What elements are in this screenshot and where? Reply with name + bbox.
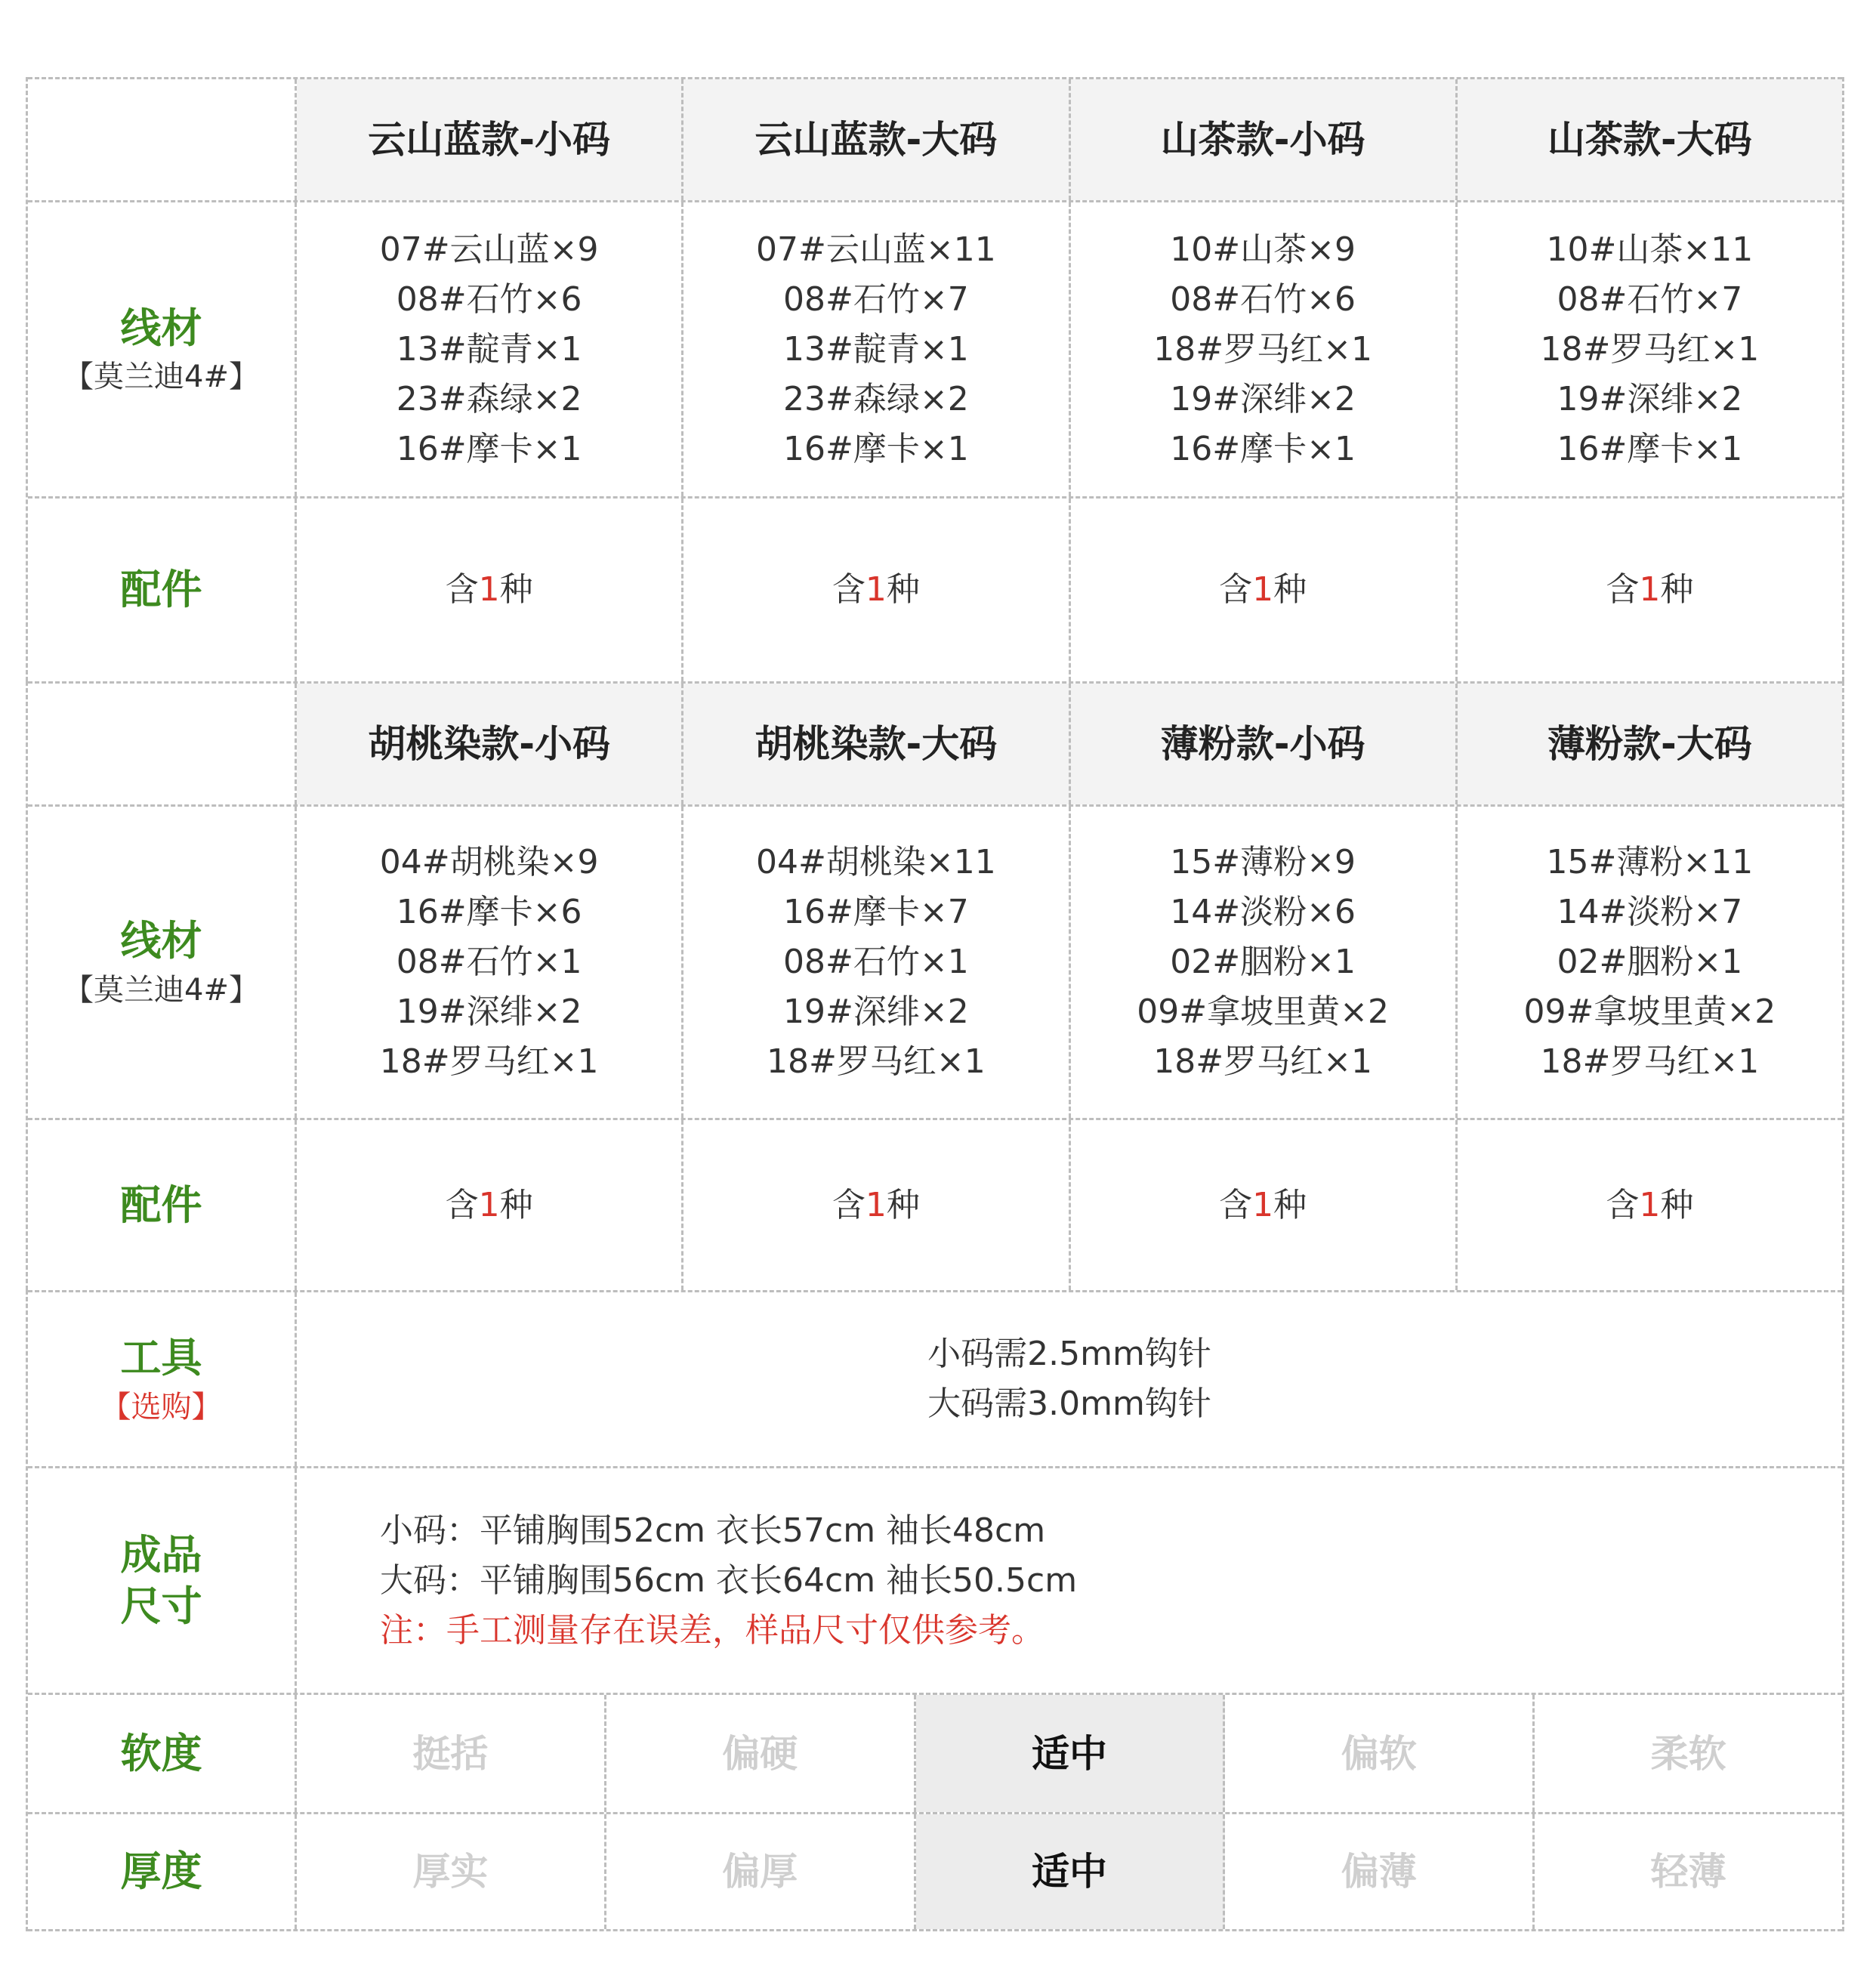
- yarn-label-text: 线材: [120, 917, 202, 965]
- yarn-item: 18#罗马红×1: [379, 1042, 599, 1081]
- yarn-item: 13#靛青×1: [396, 329, 582, 369]
- acc-num: 1: [478, 1185, 500, 1224]
- yarn-item: 23#森绿×2: [396, 379, 582, 418]
- accessory-count: [683, 499, 1070, 681]
- softness-option: 偏软: [1225, 1695, 1535, 1812]
- variant-title: 山茶款-大码: [1458, 79, 1842, 200]
- variant-title: 薄粉款-大码: [1458, 684, 1842, 804]
- yarn-item: 14#淡粉×7: [1557, 893, 1743, 931]
- variant-title: 薄粉款-小码: [1071, 684, 1458, 804]
- yarn-list: [1458, 202, 1842, 496]
- acc-post: 种: [1660, 1185, 1694, 1224]
- yarn-item: 09#拿坡里黄×2: [1523, 992, 1776, 1031]
- variant-title: 胡桃染款-小码: [297, 684, 683, 804]
- yarn-item: 07#云山蓝×9: [379, 230, 599, 269]
- yarn-list: [683, 202, 1070, 496]
- yarn-item: 16#摩卡×1: [1557, 429, 1743, 468]
- yarn-item: 10#山茶×9: [1170, 230, 1356, 269]
- yarn-item: 13#靛青×1: [783, 329, 969, 369]
- thickness-label: 厚度: [28, 1814, 297, 1929]
- acc-post: 种: [499, 1185, 533, 1224]
- softness-row: [28, 1693, 1842, 1812]
- accessory-count: [1071, 1120, 1458, 1290]
- yarn-item: 18#罗马红×1: [1153, 329, 1372, 369]
- acc-post: 种: [886, 570, 920, 609]
- size-small: 小码：平铺胸围52cm 衣长57cm 袖长48cm: [380, 1511, 1046, 1550]
- variant-header-row: [28, 77, 1842, 200]
- yarn-item: 19#深绯×2: [1557, 379, 1743, 418]
- yarn-list: [297, 202, 683, 496]
- acc-post: 种: [1660, 570, 1694, 609]
- accessory-row: [28, 496, 1842, 681]
- size-label-line: 尺寸: [120, 1582, 202, 1630]
- acc-num: 1: [1639, 1185, 1661, 1224]
- yarn-label-text: 线材: [120, 304, 202, 352]
- yarn-list: [683, 807, 1070, 1118]
- header-corner: [28, 684, 297, 804]
- acc-post: 种: [1273, 570, 1307, 609]
- tools-row: [28, 1290, 1842, 1466]
- variant-group-2: [26, 681, 1844, 1290]
- yarn-item: 18#罗马红×1: [767, 1042, 986, 1081]
- yarn-label: [28, 807, 297, 1118]
- yarn-item: 04#胡桃染×11: [756, 843, 996, 881]
- variant-title: 胡桃染款-大码: [683, 684, 1070, 804]
- spec-sheet: [26, 77, 1844, 1931]
- yarn-item: 23#森绿×2: [783, 379, 969, 418]
- accessory-count: [297, 1120, 683, 1290]
- accessory-count: [1458, 499, 1842, 681]
- acc-num: 1: [1252, 570, 1274, 609]
- details-block: [26, 1290, 1844, 1931]
- yarn-item: 14#淡粉×6: [1170, 893, 1356, 931]
- acc-num: 1: [865, 1185, 887, 1224]
- acc-pre: 含: [445, 1185, 479, 1224]
- thickness-option: 偏厚: [606, 1814, 916, 1929]
- acc-num: 1: [478, 570, 500, 609]
- tool-line: 大码需3.0mm钩针: [927, 1384, 1211, 1423]
- yarn-item: 07#云山蓝×11: [756, 230, 996, 269]
- yarn-list: [1071, 807, 1458, 1118]
- thickness-option: 偏薄: [1225, 1814, 1535, 1929]
- acc-pre: 含: [832, 570, 866, 609]
- acc-pre: 含: [1606, 1185, 1640, 1224]
- variant-title: 云山蓝款-小码: [297, 79, 683, 200]
- variant-title: 山茶款-小码: [1071, 79, 1458, 200]
- yarn-item: 10#山茶×11: [1546, 230, 1754, 269]
- tools-optional: 【选购】: [100, 1389, 222, 1425]
- acc-pre: 含: [445, 570, 479, 609]
- yarn-item: 08#石竹×1: [396, 943, 582, 981]
- softness-option: 偏硬: [606, 1695, 916, 1812]
- accessory-count: [1458, 1120, 1842, 1290]
- accessory-count: [1071, 499, 1458, 681]
- size-large: 大码：平铺胸围56cm 衣长64cm 袖长50.5cm: [380, 1560, 1078, 1600]
- softness-label: 软度: [28, 1695, 297, 1812]
- acc-num: 1: [1252, 1185, 1274, 1224]
- yarn-brand: 【莫兰迪4#】: [63, 360, 259, 395]
- softness-option: 柔软: [1650, 1731, 1726, 1776]
- yarn-item: 16#摩卡×1: [396, 429, 582, 468]
- yarn-item: 16#摩卡×1: [1170, 429, 1356, 468]
- yarn-row: [28, 804, 1842, 1118]
- yarn-list: [1458, 807, 1842, 1118]
- accessory-label: 配件: [28, 499, 297, 681]
- acc-post: 种: [1273, 1185, 1307, 1224]
- yarn-brand: 【莫兰迪4#】: [63, 972, 259, 1008]
- yarn-item: 16#摩卡×6: [396, 893, 582, 931]
- size-row: [28, 1466, 1842, 1693]
- acc-pre: 含: [1219, 570, 1253, 609]
- tools-label-text: 工具: [120, 1334, 202, 1382]
- tools-label: [28, 1292, 297, 1466]
- accessory-label: 配件: [28, 1120, 297, 1290]
- softness-option-selected: 适中: [916, 1695, 1226, 1812]
- acc-pre: 含: [1219, 1185, 1253, 1224]
- yarn-item: 19#深绯×2: [1170, 379, 1356, 418]
- yarn-item: 04#胡桃染×9: [379, 843, 599, 881]
- yarn-item: 15#薄粉×9: [1170, 843, 1356, 881]
- yarn-item: 08#石竹×6: [396, 279, 582, 319]
- accessory-row: [28, 1118, 1842, 1290]
- thickness-option: 厚实: [297, 1814, 606, 1929]
- yarn-row: [28, 200, 1842, 496]
- yarn-item: 02#胭粉×1: [1170, 943, 1356, 981]
- yarn-item: 19#深绯×2: [783, 992, 969, 1031]
- thickness-option: 轻薄: [1650, 1850, 1726, 1894]
- acc-post: 种: [886, 1185, 920, 1224]
- yarn-list: [1071, 202, 1458, 496]
- size-label-line: 成品: [120, 1531, 202, 1579]
- yarn-item: 18#罗马红×1: [1153, 1042, 1372, 1081]
- acc-pre: 含: [1606, 570, 1640, 609]
- size-note: 注：手工测量存在误差，样品尺寸仅供参考。: [380, 1610, 1044, 1650]
- yarn-item: 18#罗马红×1: [1540, 329, 1760, 369]
- yarn-item: 08#石竹×7: [783, 279, 969, 319]
- yarn-item: 08#石竹×7: [1557, 279, 1743, 319]
- size-content: [297, 1468, 1842, 1693]
- yarn-label: [28, 202, 297, 496]
- tool-line: 小码需2.5mm钩针: [927, 1335, 1211, 1373]
- softness-option: 挺括: [297, 1695, 606, 1812]
- accessory-count: [297, 499, 683, 681]
- size-label: [28, 1468, 297, 1693]
- acc-num: 1: [1639, 570, 1661, 609]
- acc-num: 1: [865, 570, 887, 609]
- yarn-item: 02#胭粉×1: [1557, 943, 1743, 981]
- thickness-row: [28, 1812, 1842, 1931]
- acc-pre: 含: [832, 1185, 866, 1224]
- yarn-item: 16#摩卡×7: [783, 893, 969, 931]
- yarn-item: 08#石竹×1: [783, 943, 969, 981]
- yarn-item: 09#拿坡里黄×2: [1137, 992, 1389, 1031]
- yarn-item: 16#摩卡×1: [783, 429, 969, 468]
- tools-content: [297, 1292, 1842, 1466]
- yarn-list: [297, 807, 683, 1118]
- variant-header-row: [28, 681, 1842, 804]
- yarn-item: 18#罗马红×1: [1540, 1042, 1760, 1081]
- variant-title: 云山蓝款-大码: [683, 79, 1070, 200]
- header-corner: [28, 79, 297, 200]
- acc-post: 种: [499, 570, 533, 609]
- variant-group-1: [26, 77, 1844, 681]
- yarn-item: 15#薄粉×11: [1546, 843, 1754, 881]
- yarn-item: 19#深绯×2: [396, 992, 582, 1031]
- accessory-count: [683, 1120, 1070, 1290]
- yarn-item: 08#石竹×6: [1170, 279, 1356, 319]
- thickness-option-selected: 适中: [916, 1814, 1226, 1929]
